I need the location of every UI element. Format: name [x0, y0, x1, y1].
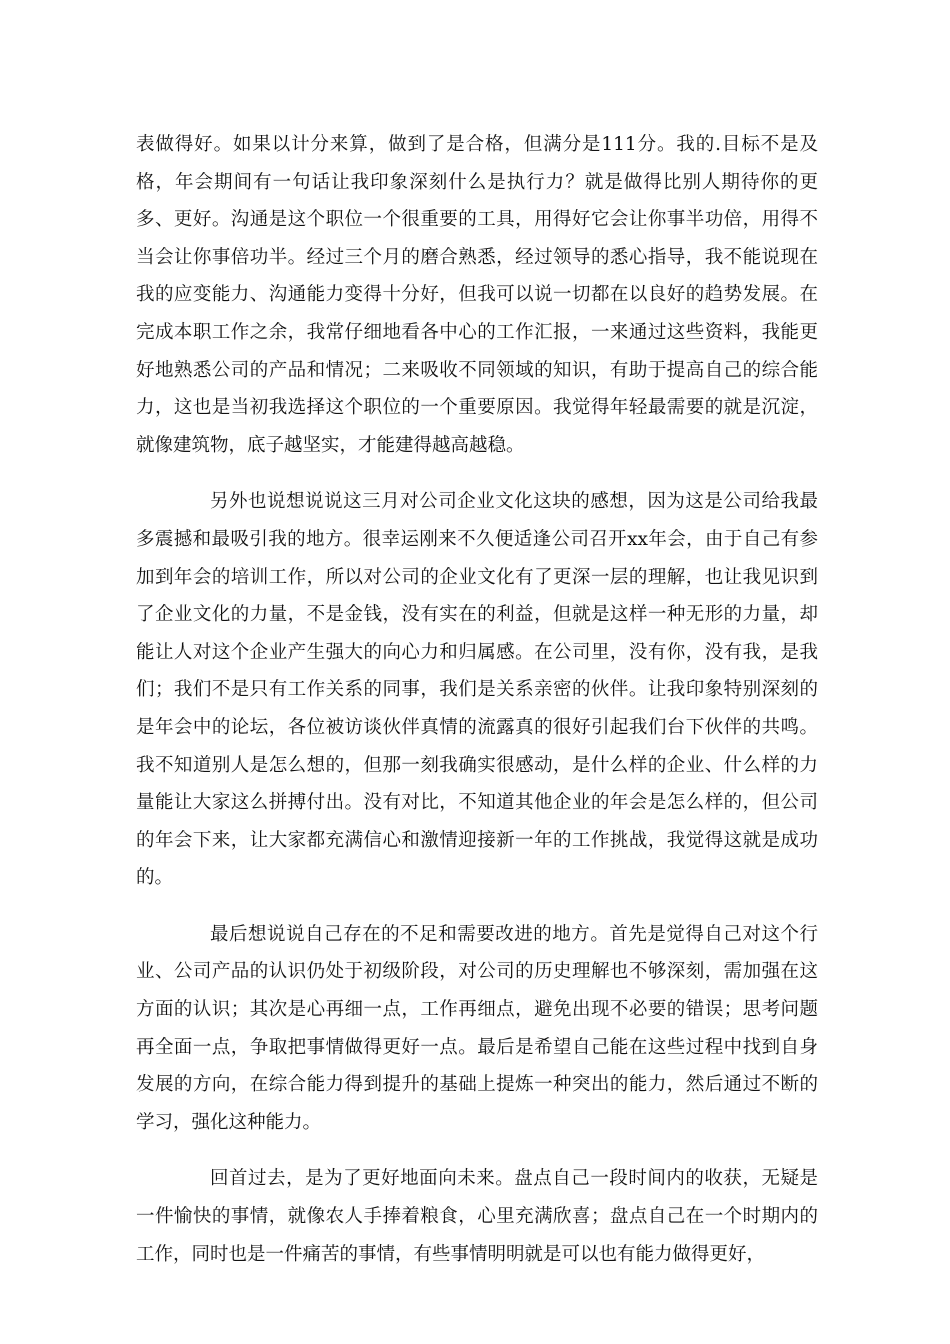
paragraph-continuation: 表做得好。如果以计分来算，做到了是合格，但满分是111分。我的.目标不是及格，年会期间有一句话让我印象深刻什么是执行力？就是做得比别人期待你的更多、更好。沟通是这个职位一个很重要的工具，用得好它会让你事半功倍，用得不当会让你事倍功半。经过三个月的磨合熟悉，经过领导的悉心指导，我不能说现在我的应变能力、沟通能力变得十分好，但我可以说一切都在以良好的趋势发展。在完成本职工作之余，我常仔细地看各中心的工作汇报，一来通过这些资料，我能更好地熟悉公司的产品和情况；二来吸收不同领域的知识，有助于提高自己的综合能力，这也是当初我选择这个职位的一个重要原因。我觉得年轻最需要的就是沉淀，就像建筑物，底子越坚实，才能建得越高越稳。: [136, 134, 818, 456]
paragraph-corporate-culture: 另外也说想说说这三月对公司企业文化这块的感想，因为这是公司给我最多震撼和最吸引我的地方。很幸运刚来不久便适逢公司召开xx年会，由于自己有参加到年会的培训工作，所以对公司的企业文化有了更深一层的理解，也让我见识到了企业文化的力量，不是金钱，没有实在的利益，但就是这样一种无形的力量，却能让人对这个企业产生强大的向心力和归属感。在公司里，没有你，没有我，是我们；我们不是只有工作关系的同事，我们是关系亲密的伙伴。让我印象特别深刻的是年会中的论坛，各位被访谈伙伴真情的流露真的很好引起我们台下伙伴的共鸣。我不知道别人是怎么想的，但那一刻我确实很感动，是什么样的企业、什么样的力量能让大家这么拼搏付出。没有对比，不知道其他企业的年会是怎么样的，但公司的年会下来，让大家都充满信心和激情迎接新一年的工作挑战，我觉得这就是成功的。: [136, 491, 818, 889]
paragraph-shortcomings: 最后想说说自己存在的不足和需要改进的地方。首先是觉得自己对这个行业、公司产品的认识仍处于初级阶段，对公司的历史理解也不够深刻，需加强在这方面的认识；其次是心再细一点，工作再细点，避免出现不必要的错误；思考问题再全面一点，争取把事情做得更好一点。最后是希望自己能在这些过程中找到自身发展的方向，在综合能力得到提升的基础上提炼一种突出的能力，然后通过不断的学习，强化这种能力。: [136, 923, 818, 1133]
document-body: [136, 126, 818, 1292]
paragraph-review: 回首过去，是为了更好地面向未来。盘点自己一段时间内的收获，无疑是一件愉快的事情，就像农人手捧着粮食，心里充满欣喜；盘点自己在一个时期内的工作，同时也是一件痛苦的事情，有些事情明明就是可以也有能力做得更好，: [136, 1168, 818, 1265]
